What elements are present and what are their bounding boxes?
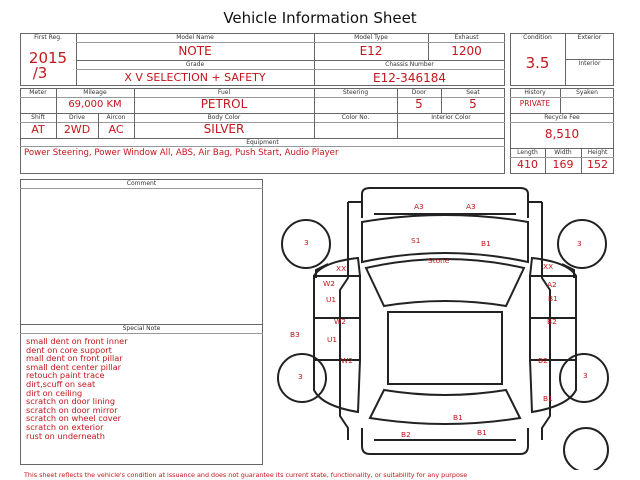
damage-mark: B1 bbox=[481, 239, 491, 248]
exterior-label: Exterior bbox=[577, 34, 602, 41]
damage-mark: B1 bbox=[453, 413, 463, 422]
height-label: Height bbox=[587, 149, 608, 156]
aircon-value: AC bbox=[108, 123, 124, 136]
list-item: scratch on exterior bbox=[26, 421, 104, 432]
shift-label: Shift bbox=[31, 114, 45, 121]
condition-value: 3.5 bbox=[525, 54, 550, 72]
special-notes-list bbox=[26, 337, 128, 440]
first-reg-month: /3 bbox=[32, 64, 48, 82]
list-item: retouch paint trace bbox=[26, 370, 105, 381]
damage-mark: B3 bbox=[290, 330, 300, 339]
length-label: Length bbox=[517, 149, 538, 156]
fuel-value: PETROL bbox=[200, 97, 248, 111]
drive-label: Drive bbox=[69, 114, 85, 121]
model-name-label: Model Name bbox=[176, 34, 214, 41]
mileage-value: 69,000 KM bbox=[68, 99, 122, 110]
list-item: scratch on door mirror bbox=[26, 404, 118, 415]
car-damage-diagram bbox=[270, 178, 620, 470]
damage-mark: A3 bbox=[466, 202, 476, 211]
history-label: History bbox=[524, 89, 546, 96]
door-label: Door bbox=[411, 89, 427, 96]
width-value: 169 bbox=[552, 158, 574, 171]
grade-value: X V SELECTION + SAFETY bbox=[124, 71, 266, 84]
damage-mark: U1 bbox=[326, 295, 337, 304]
list-item: dirt,scuff on seat bbox=[26, 378, 96, 389]
comment-label: Comment bbox=[126, 180, 157, 187]
sheet-title: Vehicle Information Sheet bbox=[223, 9, 417, 27]
damage-mark: B1 bbox=[543, 394, 553, 403]
damage-mark: W2 bbox=[323, 279, 336, 288]
list-item: rust on underneath bbox=[26, 430, 105, 441]
damage-mark: 3 bbox=[577, 239, 582, 248]
equipment-label: Equipment bbox=[246, 139, 279, 146]
first-reg-label: First Reg. bbox=[34, 34, 62, 41]
meter-label: Meter bbox=[29, 89, 47, 96]
recycle-value: 8,510 bbox=[544, 127, 580, 141]
chassis-label: Chassis Number bbox=[385, 61, 434, 68]
first-reg-year: 2015 bbox=[28, 49, 68, 67]
damage-mark: B2 bbox=[547, 317, 557, 326]
body-color-label: Body Color bbox=[207, 114, 241, 121]
seat-value: 5 bbox=[469, 97, 477, 111]
damage-mark: Stone bbox=[428, 256, 450, 265]
damage-mark: U1 bbox=[327, 335, 338, 344]
damage-mark: B2 bbox=[401, 430, 411, 439]
equipment-value: Power Steering, Power Window All, ABS, Air Bag, Push Start, Audio Player bbox=[24, 148, 339, 158]
list-item: small dent center pillar bbox=[26, 361, 121, 372]
disclaimer-text: This sheet reflects the vehicle's condition at issuance and does not guarantee its current state, functionality, or suitability for any purpose bbox=[24, 471, 468, 479]
aircon-label: Aircon bbox=[106, 114, 126, 121]
model-name-value: NOTE bbox=[178, 44, 212, 58]
width-label: Width bbox=[554, 149, 572, 156]
grade-label: Grade bbox=[185, 61, 205, 68]
shift-value: AT bbox=[31, 123, 45, 136]
exhaust-value: 1200 bbox=[451, 44, 482, 58]
damage-mark: 3 bbox=[298, 372, 303, 381]
recycle-label: Recycle Fee bbox=[544, 114, 580, 121]
list-item: mall dent on front pillar bbox=[26, 353, 123, 364]
damage-mark: A2 bbox=[547, 280, 557, 289]
condition-label: Condition bbox=[523, 34, 552, 41]
body-color-value: SILVER bbox=[203, 122, 245, 136]
damage-mark: B2 bbox=[538, 356, 548, 365]
fuel-label: Fuel bbox=[217, 89, 231, 96]
damage-mark: 3 bbox=[583, 371, 588, 380]
damage-mark: B1 bbox=[548, 294, 558, 303]
damage-mark: 3 bbox=[304, 238, 309, 247]
length-value: 410 bbox=[517, 158, 538, 171]
door-value: 5 bbox=[415, 97, 423, 111]
damage-mark: XX bbox=[543, 262, 554, 271]
drive-value: 2WD bbox=[63, 123, 91, 136]
damage-mark: XX bbox=[336, 264, 347, 273]
special-note-label: Special Note bbox=[122, 325, 161, 332]
list-item: scratch on door lining bbox=[26, 396, 116, 407]
damage-mark: B1 bbox=[477, 428, 487, 437]
seat-label: Seat bbox=[466, 89, 480, 96]
height-value: 152 bbox=[587, 158, 608, 171]
damage-mark: S1 bbox=[411, 236, 421, 245]
model-type-value: E12 bbox=[359, 44, 383, 58]
history-value: PRIVATE bbox=[519, 99, 551, 108]
damage-mark: W2 bbox=[341, 356, 354, 365]
damage-mark: W2 bbox=[334, 317, 347, 326]
exhaust-label: Exhaust bbox=[454, 34, 479, 41]
steering-label: Steering bbox=[342, 89, 369, 96]
model-type-label: Model Type bbox=[354, 34, 388, 41]
list-item: small dent on front inner bbox=[26, 336, 128, 346]
list-item: dent on core support bbox=[26, 344, 112, 355]
syaken-label: Syaken bbox=[576, 89, 598, 96]
interior-color-label: Interior Color bbox=[431, 114, 471, 121]
damage-mark: A3 bbox=[414, 202, 424, 211]
chassis-value: E12-346184 bbox=[373, 71, 446, 85]
color-no-label: Color No. bbox=[341, 114, 370, 121]
list-item: scratch on wheel cover bbox=[26, 413, 122, 424]
mileage-label: Mileage bbox=[83, 89, 107, 96]
list-item: dirt on ceiling bbox=[26, 387, 83, 398]
interior-label: Interior bbox=[578, 60, 601, 67]
